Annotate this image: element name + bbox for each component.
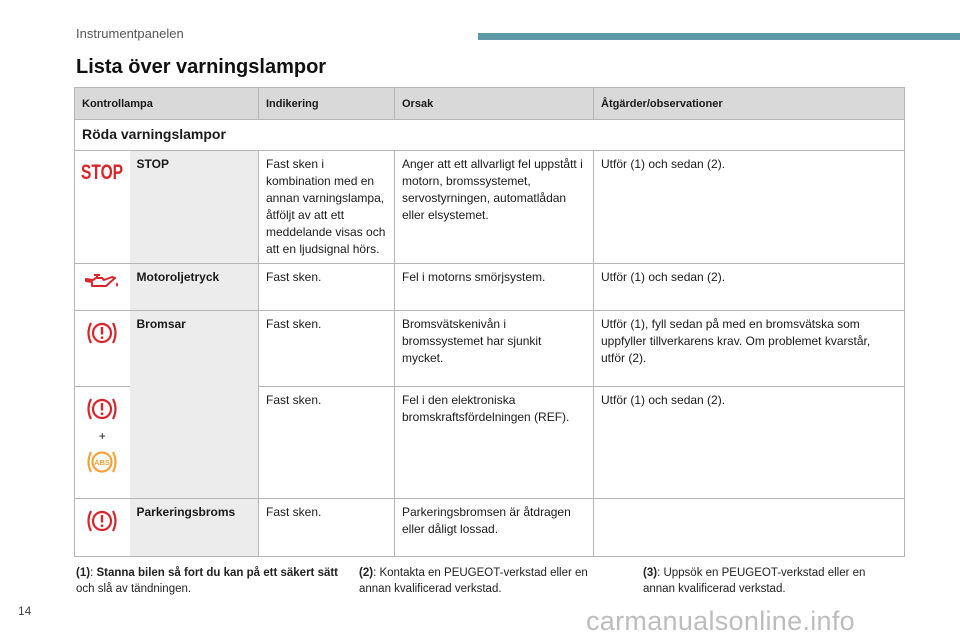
lamp-name: Motoroljetryck [130, 264, 259, 311]
column-header: Indikering [259, 88, 395, 120]
atgard-cell [594, 499, 905, 557]
svg-text:ABS: ABS [94, 458, 111, 467]
atgard-cell: Utför (1) och sedan (2). [594, 387, 905, 499]
brake-warning-icon [85, 318, 119, 348]
column-header: Orsak [395, 88, 594, 120]
footnote-emphasis: Stanna bilen så fort du kan på ett säkert sätt [96, 567, 339, 579]
lamp-name: STOP [130, 151, 259, 264]
parking-brake-icon [85, 506, 119, 536]
group-heading: Röda varningslampor [75, 120, 905, 151]
footnote-ref: (2) [359, 567, 374, 579]
footnote-2 [359, 565, 619, 597]
page-number: 14 [18, 604, 32, 618]
table-row [75, 499, 905, 557]
icon-cell [75, 387, 130, 499]
atgard-cell: Utför (1), fyll sedan på med en bromsvätska som uppfyller tillverkarens krav. Om problemet kvarstår, utför (2). [594, 311, 905, 387]
icon-cell [75, 264, 130, 311]
section-label: Instrumentpanelen [76, 26, 184, 41]
header-accent-bar [478, 33, 960, 40]
icon-cell [75, 311, 130, 387]
orsak-cell: Parkeringsbromsen är åtdragen eller dåligt lossad. [395, 499, 594, 557]
brake-warning-icon [85, 394, 119, 424]
svg-text:STOP: STOP [81, 161, 124, 184]
atgard-cell: Utför (1) och sedan (2). [594, 151, 905, 264]
indikering-cell: Fast sken. [259, 499, 395, 557]
footnote-ref: (3) [643, 567, 658, 579]
footnote-separator: : [90, 567, 97, 579]
footnote-text: och slå av tändningen. [76, 583, 192, 595]
atgard-cell: Utför (1) och sedan (2). [594, 264, 905, 311]
column-header: Åtgärder/observationer [594, 88, 905, 120]
footnote-text: : Uppsök en PEUGEOT-verkstad eller en annan kvalificerad verkstad. [643, 567, 866, 595]
table-row [75, 311, 905, 387]
footnote-3 [643, 565, 898, 597]
indikering-cell: Fast sken. [259, 387, 395, 499]
watermark: carmanualsonline.info [586, 606, 855, 636]
table-header-row [75, 88, 905, 120]
indikering-cell: Fast sken. [259, 264, 395, 311]
oil-can-icon [82, 271, 122, 293]
indikering-cell: Fast sken i kombination med en annan varningslampa, åtföljt av att ett meddelande visas och att en ljudsignal hörs. [259, 151, 395, 264]
orsak-cell: Fel i motorns smörjsystem. [395, 264, 594, 311]
warning-lamps-table [74, 87, 905, 557]
table-row [75, 151, 905, 264]
icon-cell [75, 151, 130, 264]
orsak-cell: Anger att ett allvarligt fel uppstått i motorn, bromssystemet, servostyrningen, automatlådan eller elsystemet. [395, 151, 594, 264]
lamp-name: Parkeringsbroms [130, 499, 259, 557]
table-row [75, 264, 905, 311]
footnote-1 [76, 565, 341, 597]
orsak-cell: Bromsvätskenivån i bromssystemet har sjunkit mycket. [395, 311, 594, 387]
page-title: Lista över varningslampor [76, 56, 327, 78]
footnote-ref: (1) [76, 567, 91, 579]
orsak-cell: Fel i den elektroniska bromskraftsfördelningen (REF). [395, 387, 594, 499]
indikering-cell: Fast sken. [259, 311, 395, 387]
icon-cell [75, 499, 130, 557]
lamp-name: Bromsar [130, 311, 259, 499]
stop-icon [80, 158, 124, 184]
group-row [75, 120, 905, 151]
footnote-text: : Kontakta en PEUGEOT-verkstad eller en annan kvalificerad verkstad. [359, 567, 588, 595]
plus-sign: + [98, 429, 106, 443]
column-header: Kontrollampa [75, 88, 259, 120]
abs-icon [85, 447, 119, 477]
